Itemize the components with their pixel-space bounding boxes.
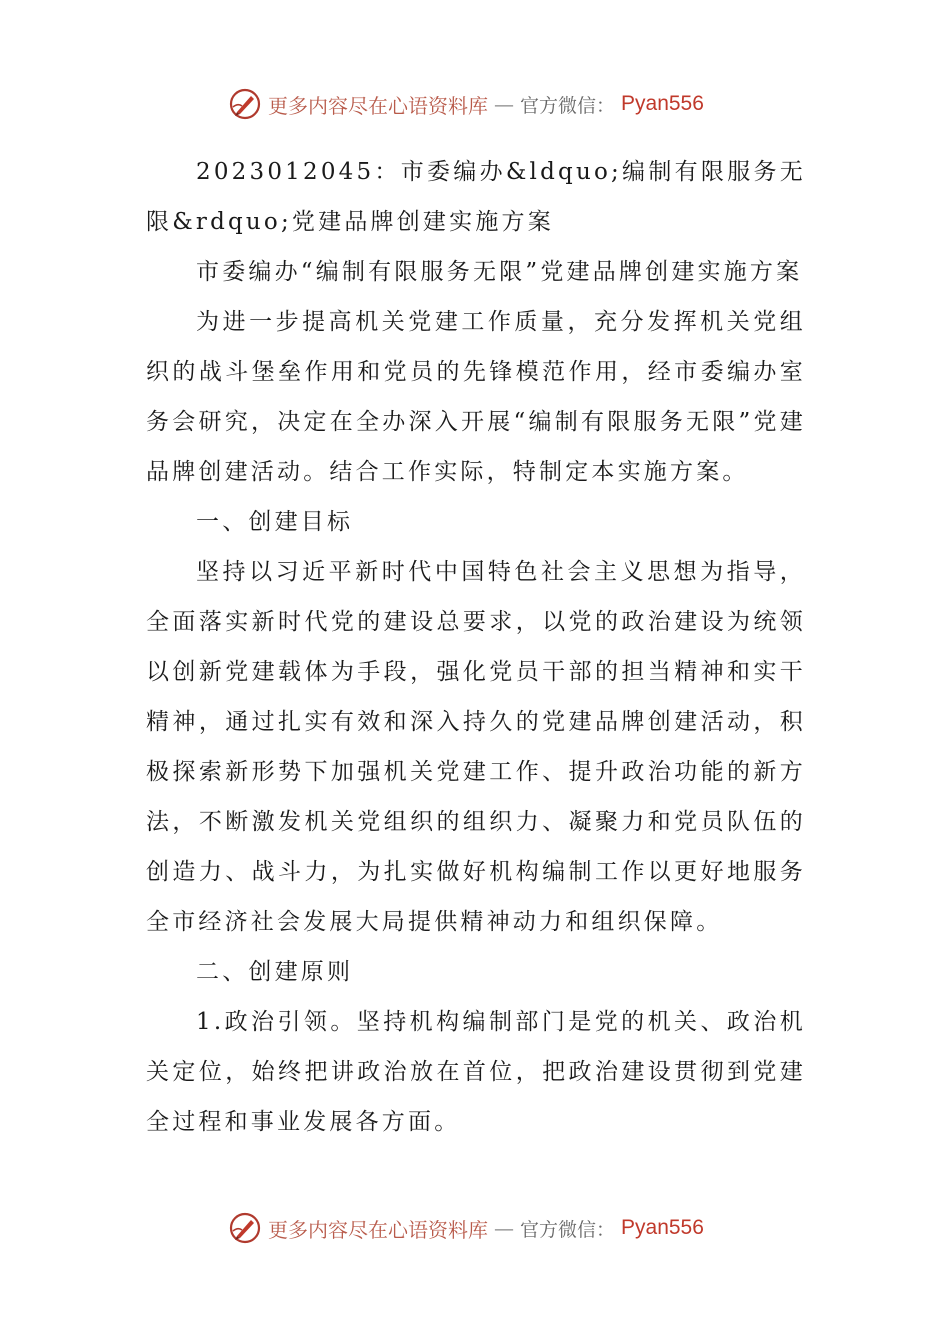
principle-1-paragraph: 1.政治引领。坚持机构编制部门是党的机关、政治机关定位，始终把讲政治放在首位，把政治建设贯彻到党建全过程和事业发展各方面。 [146,1009,806,1135]
pen-logo-icon [228,87,262,121]
document-title: 市委编办“编制有限服务无限”党建品牌创建实施方案 [196,259,803,285]
document-heading: 2023012045：市委编办&ldquo;编制有限服务无限&rdquo;党建品牌创建实施方案 [146,159,806,235]
watermark-text: 更多内容尽在心语资料库 [268,1217,488,1242]
document-body [146,147,806,1147]
section-2-title: 二、创建原则 [196,959,354,985]
watermark-sub: 官方微信： [520,94,616,117]
watermark-sub: 官方微信： [520,1218,616,1241]
intro-paragraph: 为进一步提高机关党建工作质量，充分发挥机关党组织的战斗堡垒作用和党员的先锋模范作用，经市委编办室务会研究，决定在全办深入开展“编制有限服务无限”党建品牌创建活动。结合工作实际，特制定本实施方案。 [146,309,806,485]
watermark-footer [228,1210,748,1246]
watermark-text: 更多内容尽在心语资料库 [268,93,488,118]
watermark-header [228,86,748,122]
watermark-id: Pyan556 [621,1216,704,1239]
section-1-body: 坚持以习近平新时代中国特色社会主义思想为指导，全面落实新时代党的建设总要求，以党的政治建设为统领以创新党建载体为手段，强化党员干部的担当精神和实干精神，通过扎实有效和深入持久的党建品牌创建活动，积极探索新形势下加强机关党建工作、提升政治功能的新方法，不断激发机关党组织的组织力、凝聚力和党员队伍的创造力、战斗力，为扎实做好机构编制工作以更好地服务全市经济社会发展大局提供精神动力和组织保障。 [146,559,806,935]
watermark-id: Pyan556 [621,92,704,115]
pen-logo-icon [228,1211,262,1245]
section-1-title: 一、创建目标 [196,509,354,535]
watermark-dash: — [494,1216,514,1240]
watermark-dash: — [494,92,514,116]
